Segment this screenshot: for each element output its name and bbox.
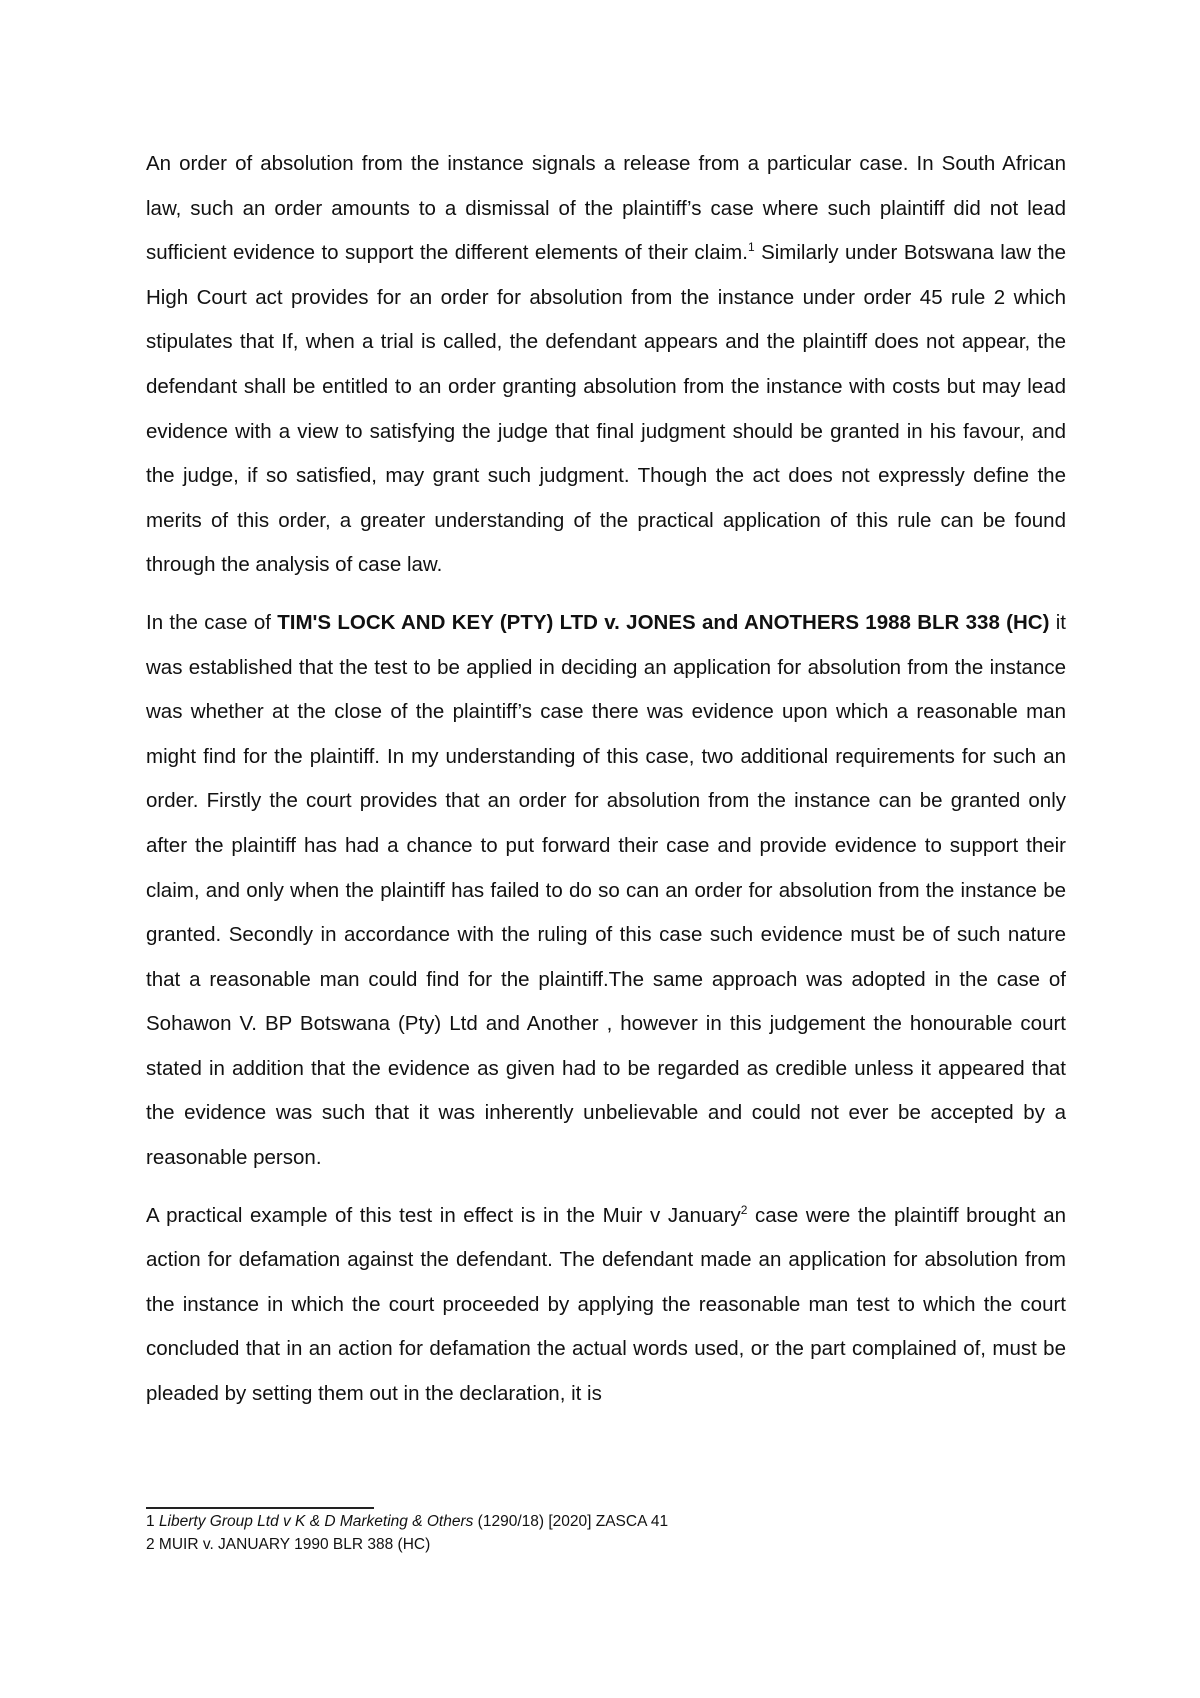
footnote-1-case: Liberty Group Ltd v K & D Marketing & Others: [158, 1513, 474, 1530]
paragraph-3: [146, 1194, 1066, 1417]
footnotes: [146, 1510, 1066, 1556]
paragraph-3-text-b: case were the plaintiff brought an action for defamation against the defendant. The defendant made an application for absolution from the instance in which the court proceeded by applying the reasonable man test to which the court concluded that in an action for defamation the actual words used, or the part complained of, must be pleaded by setting them out in the declaration, it is: [146, 1203, 1067, 1406]
body-text: [146, 142, 1066, 1430]
paragraph-2-text-a: In the case of: [146, 610, 278, 634]
paragraph-1: [146, 142, 1066, 588]
paragraph-2: [146, 601, 1066, 1181]
paragraph-1-text-b: Similarly under Botswana law the High Court act provides for an order for absolution from the instance under order 45 rule 2 which stipulates that If, when a trial is called, the defendant appears and the plaintiff does not appear, the defendant shall be entitled to an order granting absolution from the instance with costs but may lead evidence with a view to satisfying the judge that final judgment should be granted in his favour, and the judge, if so satisfied, may grant such judgment. Though the act does not expressly define the merits of this order, a greater understanding of the practical application of this rule can be found through the analysis of case law.: [146, 241, 1066, 577]
paragraph-2-text-b: it was established that the test to be applied in deciding an application for absolution from the instance was whether at the close of the plaintiff’s case there was evidence upon which a reasonable man might find for the plaintiff. In my understanding of this case, two additional requirements for such an order. Firstly the court provides that an order for absolution from the instance can be granted only after the plaintiff has had a chance to put forward their case and provide evidence to support their claim, and only when the plaintiff has failed to do so can an order for absolution from the instance be granted. Secondly in accordance with the ruling of this case such evidence must be of such nature that a reasonable man could find for the plaintiff.The same approach was adopted in the case of Sohawon V. BP Botswana (Pty) Ltd and Another , however in this judgement the honourable court stated in addition that the evidence as given had to be regarded as credible unless it appeared that the evidence was such that it was inherently unbelievable and could not ever be accepted by a reasonable person.: [146, 610, 1066, 1170]
case-citation-bold: TIM'S LOCK AND KEY (PTY) LTD v. JONES and ANOTHERS 1988 BLR 338 (HC): [277, 610, 1050, 634]
footnote-1: [146, 1510, 1066, 1533]
footnote-separator: [146, 1507, 374, 1509]
footnote-ref-2: 2: [740, 1202, 748, 1217]
footnote-1-number: 1: [146, 1513, 159, 1530]
footnote-ref-1: 1: [747, 240, 755, 255]
footnote-2: 2 MUIR v. JANUARY 1990 BLR 388 (HC): [146, 1536, 431, 1553]
footnote-1-citation: (1290/18) [2020] ZASCA 41: [473, 1513, 669, 1530]
paragraph-1-text-a: An order of absolution from the instance signals a release from a particular case. In South African law, such an order amounts to a dismissal of the plaintiff’s case where such plaintiff did not lead sufficient evidence to support the different elements of their claim.: [146, 152, 1066, 265]
paragraph-3-text-a: A practical example of this test in effect is in the Muir v January: [146, 1203, 741, 1227]
